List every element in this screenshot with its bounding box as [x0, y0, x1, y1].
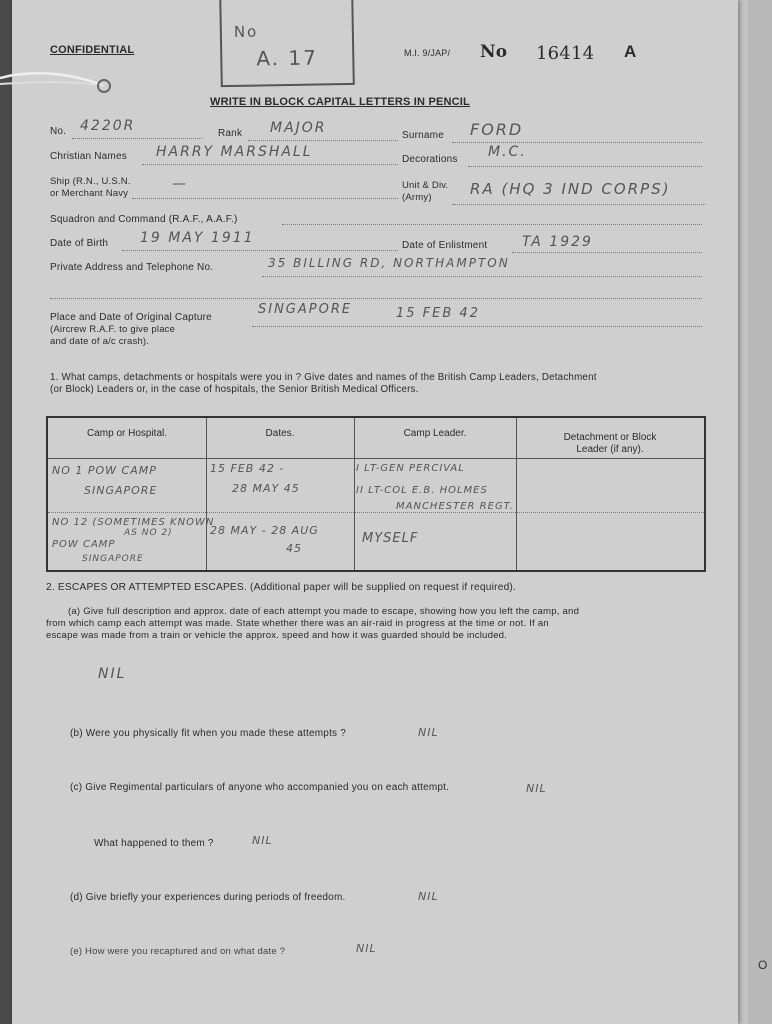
row2-dates-2: 45 [286, 542, 302, 555]
q2d-answer: NIL [418, 890, 439, 903]
row2-dates-1: 28 MAY - 28 AUG [210, 524, 319, 537]
table-col-divider [354, 418, 355, 570]
q2d-text: (d) Give briefly your experiences during periods of freedom. [70, 892, 346, 903]
ref-number: 16414 [536, 43, 595, 64]
ref-no-label: No [480, 42, 508, 62]
table-header-camp: Camp or Hospital. [86, 428, 168, 439]
ship-line [132, 198, 398, 199]
no-value: 4220R [80, 118, 136, 134]
capture-date: 15 FEB 42 [396, 306, 480, 321]
enlistment-line [512, 252, 702, 253]
christian-names-label: Christian Names [50, 151, 127, 162]
decorations-value: M.C. [488, 144, 527, 160]
unit-value: RA (HQ 3 IND CORPS) [470, 180, 671, 198]
dob-line [122, 250, 398, 251]
stamp-no: No [233, 22, 259, 41]
receipt-stamp [219, 0, 355, 87]
rank-line [248, 140, 398, 141]
row2-camp-2: POW CAMP [52, 539, 116, 550]
q1-text-1: 1. What camps, detachments or hospitals were you in ? Give dates and names of the British Camp Leaders, Detachment [50, 372, 597, 383]
camps-table [46, 416, 706, 572]
address-line [262, 276, 702, 277]
enlistment-value: TA 1929 [522, 234, 593, 250]
underlying-page-edge [748, 0, 772, 1024]
q2c2-answer: NIL [252, 834, 273, 847]
table-header-leader: Camp Leader. [403, 428, 467, 439]
classification-label: CONFIDENTIAL [50, 44, 135, 56]
q2a-answer: NIL [98, 666, 127, 682]
q2c-answer: NIL [526, 782, 547, 795]
capture-place: SINGAPORE [258, 302, 353, 317]
table-header-dates: Dates. [265, 428, 295, 439]
instruction: WRITE IN BLOCK CAPITAL LETTERS IN PENCIL [210, 96, 470, 108]
address-label: Private Address and Telephone No. [50, 262, 214, 273]
row1-leader-2: II LT-COL E.B. HOLMES [356, 485, 488, 496]
row2-leader: MYSELF [362, 531, 419, 546]
row1-leader-3: MANCHESTER REGT. [396, 501, 514, 512]
unit-label-2: (Army) [402, 192, 432, 203]
table-header-detachment-2: Leader (if any). [576, 444, 644, 455]
q2c-text: (c) Give Regimental particulars of anyone who accompanied you on each attempt. [70, 782, 450, 793]
squadron-label: Squadron and Command (R.A.F., A.A.F.) [50, 214, 238, 225]
no-label: No. [50, 126, 67, 137]
row2-camp-1: NO 12 (SOMETIMES KNOWN [52, 517, 215, 528]
squadron-line [282, 224, 702, 225]
ref-prefix: M.I. 9/JAP/ [404, 48, 451, 58]
no-line [72, 138, 202, 139]
table-row-divider [48, 512, 704, 513]
q2e-text: (e) How were you recaptured and on what date ? [70, 946, 286, 957]
q2e-answer: NIL [356, 942, 377, 955]
edge-fragment: O [758, 958, 768, 972]
stamp-value: A. 17 [256, 45, 319, 71]
capture-label-3: and date of a/c crash). [50, 336, 150, 347]
rank-value: MAJOR [270, 120, 327, 136]
q2a-text-2: from which camp each attempt was made. State whether there was an air-raid in progress at the time or not. If an [46, 618, 549, 629]
dob-label: Date of Birth [50, 238, 109, 249]
christian-names-line [142, 164, 398, 165]
q1-text-2: (or Block) Leaders or, in the case of hospitals, the Senior British Medical Officers. [50, 384, 419, 395]
ship-label-1: Ship (R.N., U.S.N. [50, 176, 131, 187]
ref-suffix: A [624, 42, 637, 61]
table-col-divider [206, 418, 207, 570]
row2-camp-3: SINGAPORE [82, 554, 144, 564]
q2c2-text: What happened to them ? [94, 838, 214, 849]
address-value: 35 BILLING RD, NORTHAMPTON [268, 256, 510, 270]
form-sheet [12, 0, 738, 1024]
string-tag-icon [0, 60, 120, 100]
q2a-text-1: (a) Give full description and approx. date of each attempt you made to escape, showing how you left the camp, and [68, 606, 580, 617]
q2-heading: 2. ESCAPES OR ATTEMPTED ESCAPES. (Additional paper will be supplied on request if required). [46, 582, 517, 593]
row1-dates-2: 28 MAY 45 [232, 482, 300, 495]
enlistment-label: Date of Enlistment [402, 240, 488, 251]
row2-camp-1b: AS NO 2) [124, 528, 173, 538]
decorations-label: Decorations [402, 154, 458, 165]
q2b-text: (b) Were you physically fit when you made these attempts ? [70, 728, 346, 739]
capture-label-1: Place and Date of Original Capture [50, 312, 212, 323]
table-header-detachment: Detachment or Block [563, 432, 657, 443]
table-header-divider [48, 458, 704, 459]
row1-dates-1: 15 FEB 42 - [210, 462, 285, 475]
dob-value: 19 MAY 1911 [140, 230, 255, 246]
capture-label-2: (Aircrew R.A.F. to give place [50, 324, 176, 335]
surname-value: FORD [470, 120, 524, 139]
decorations-line [468, 166, 702, 167]
row1-camp-2: SINGAPORE [84, 484, 158, 497]
christian-names-value: HARRY MARSHALL [156, 144, 313, 160]
address-line-2 [50, 298, 702, 299]
surname-line [452, 142, 702, 143]
rank-label: Rank [218, 128, 243, 139]
q2b-answer: NIL [418, 726, 439, 739]
q2a-text-3: escape was made from a train or vehicle the approx. speed and how it was guarded should be included. [46, 630, 508, 641]
unit-line [452, 204, 706, 205]
unit-label-1: Unit & Div. [402, 180, 449, 191]
row1-camp-1: NO 1 POW CAMP [52, 464, 157, 477]
ship-label-2: or Merchant Navy [50, 188, 129, 199]
surname-label: Surname [402, 130, 444, 141]
ship-value: — [172, 176, 188, 192]
capture-line [252, 326, 702, 327]
row1-leader-1: I LT-GEN PERCIVAL [356, 463, 465, 474]
